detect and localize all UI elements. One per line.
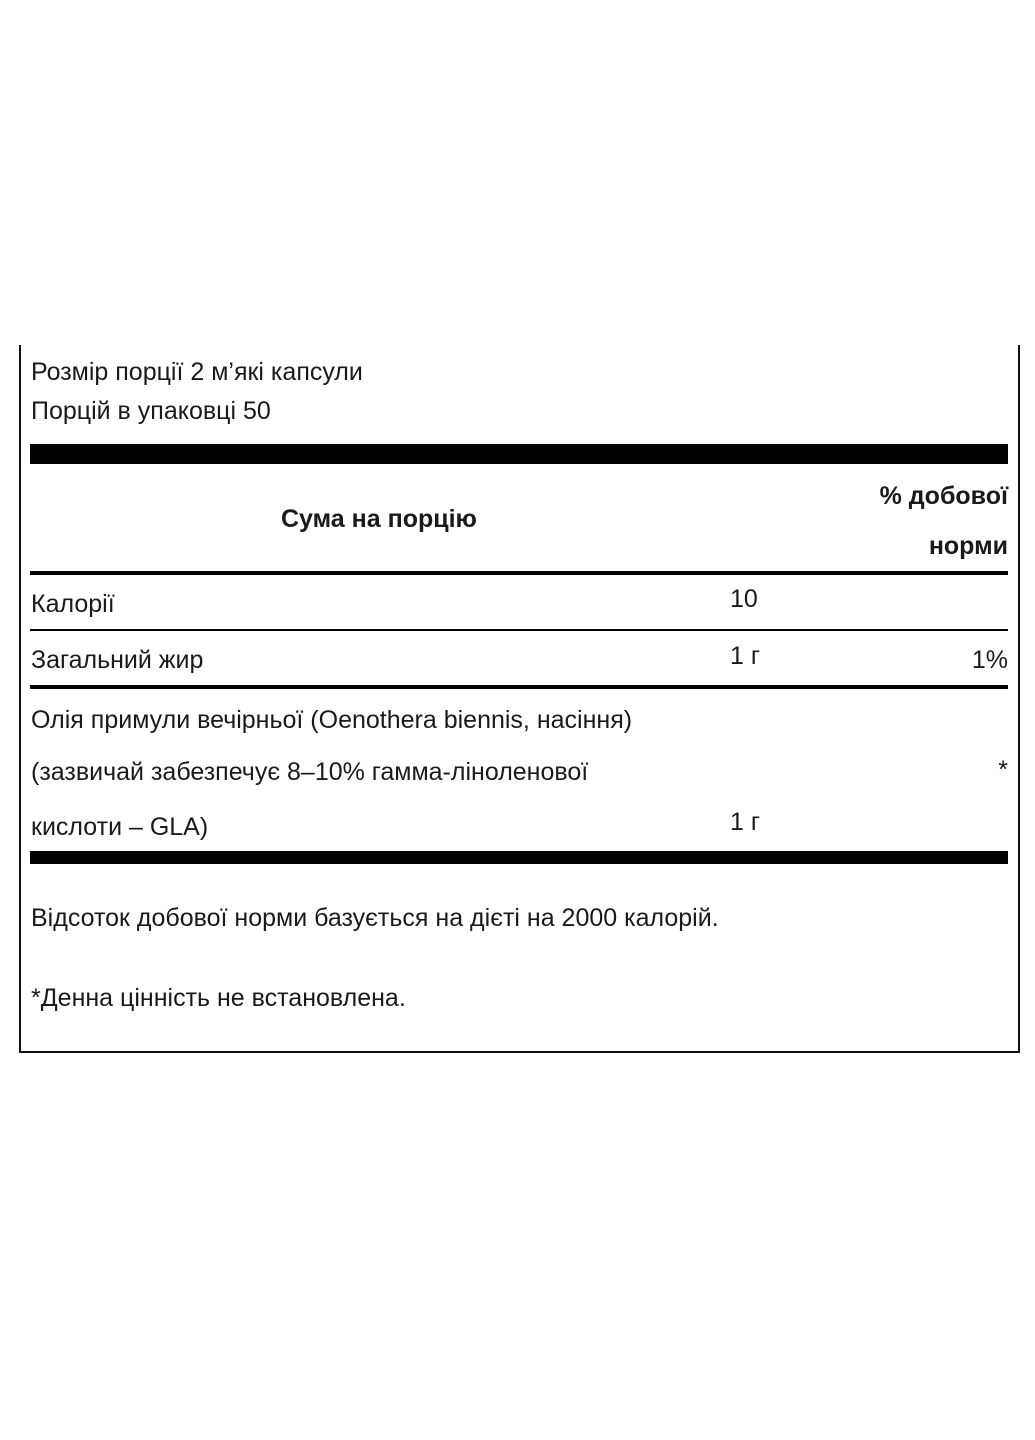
daily-value-header-line1: % добової (879, 482, 1008, 510)
row-fat-name: Загальний жир (31, 646, 204, 674)
row-fat-dv: 1% (971, 646, 1008, 674)
header-divider (30, 571, 1008, 575)
row-oil-name-line1: Олія примули вечірньої (Oenothera biennis, насіння) (31, 706, 633, 734)
thick-divider (30, 851, 1008, 864)
footnote-daily-value: Відсоток добової норми базується на дієті на 2000 калорій. (31, 904, 719, 932)
amount-per-serving-header: Сума на порцію (281, 505, 477, 533)
row-oil-dv: * (998, 756, 1008, 784)
row-divider (30, 629, 1008, 631)
row-oil-amount: 1 г (730, 808, 760, 836)
footnote-not-established: *Денна цінність не встановлена. (31, 984, 406, 1012)
row-calories-name: Калорії (31, 590, 115, 618)
servings-per-container: Порцій в упаковці 50 (31, 397, 271, 425)
serving-size: Розмір порції 2 м’які капсули (31, 358, 363, 386)
row-oil-name-line3: кислоти – GLA) (31, 813, 209, 841)
row-divider (30, 685, 1008, 689)
daily-value-header-line2: норми (928, 532, 1008, 560)
row-calories-amount: 10 (730, 585, 758, 613)
row-oil-name-line2: (зазвичай забезпечує 8–10% гамма-ліноленової (31, 758, 589, 786)
row-fat-amount: 1 г (730, 642, 760, 670)
thick-divider (30, 444, 1008, 464)
